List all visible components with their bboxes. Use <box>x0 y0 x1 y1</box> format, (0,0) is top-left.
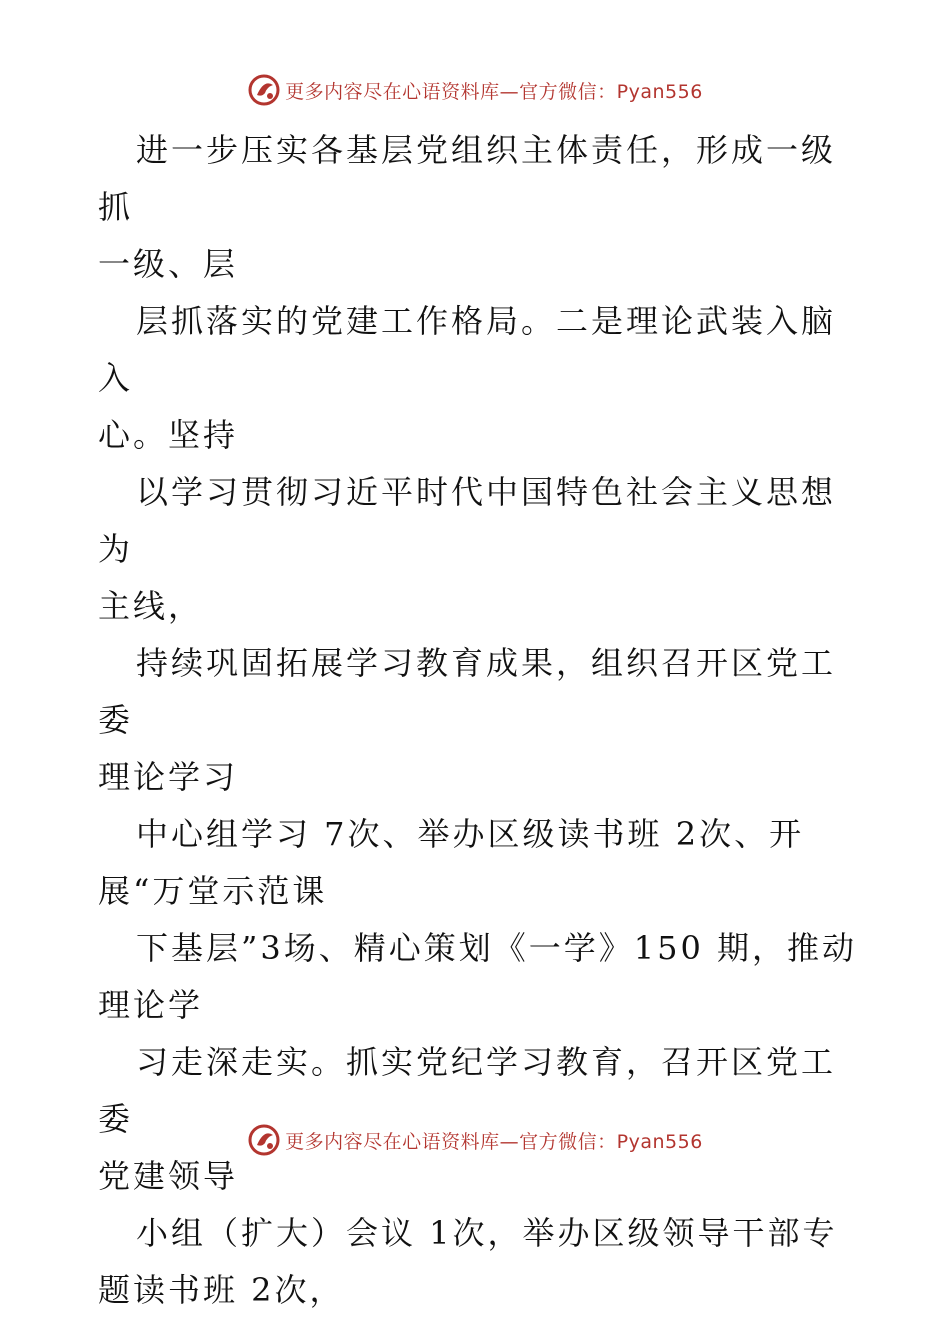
footer-watermark-text: 更多内容尽在心语资料库—官方微信：Pyan556 <box>285 1130 703 1153</box>
logo-icon <box>247 73 281 107</box>
header-watermark-text: 更多内容尽在心语资料库—官方微信：Pyan556 <box>285 80 703 103</box>
paragraph <box>98 122 858 293</box>
paragraph-line: 以学习贯彻习近平时代中国特色社会主义思想为 <box>98 473 837 568</box>
paragraph-line: 展“万堂示范课 <box>98 872 328 910</box>
paragraph <box>98 920 858 1034</box>
paragraph-line: 进一步压实各基层党组织主体责任，形成一级抓 <box>98 131 837 226</box>
paragraph-line: 题读书班 2次， <box>98 1271 345 1309</box>
paragraph-line: 持续巩固拓展学习教育成果，组织召开区党工委 <box>98 644 837 739</box>
footer-watermark <box>0 1120 950 1160</box>
paragraph-line: 一级、层 <box>98 245 239 283</box>
paragraph <box>98 464 858 635</box>
paragraph <box>98 806 858 920</box>
paragraph-line: 层抓落实的党建工作格局。二是理论武装入脑入 <box>98 302 837 397</box>
paragraph-line: 理论学 <box>98 986 204 1024</box>
paragraph-line: 党建领导 <box>98 1157 239 1195</box>
paragraph <box>98 1205 858 1319</box>
paragraph-line: 习走深走实。抓实党纪学习教育，召开区党工委 <box>98 1043 837 1138</box>
paragraph-line: 理论学习 <box>98 758 239 796</box>
paragraph-line: 中心组学习 7次、举办区级读书班 2次、开 <box>136 815 805 853</box>
paragraph-line: 下基层”3场、精心策划《一学》150 期，推动 <box>136 929 857 967</box>
paragraph-line: 小组（扩大）会议 1次，举办区级领导干部专 <box>136 1214 838 1252</box>
logo-icon <box>247 1123 281 1157</box>
paragraph <box>98 293 858 464</box>
header-watermark <box>0 70 950 110</box>
paragraph-line: 心。坚持 <box>98 416 239 454</box>
paragraph <box>98 635 858 806</box>
paragraph-line: 主线， <box>98 587 204 625</box>
